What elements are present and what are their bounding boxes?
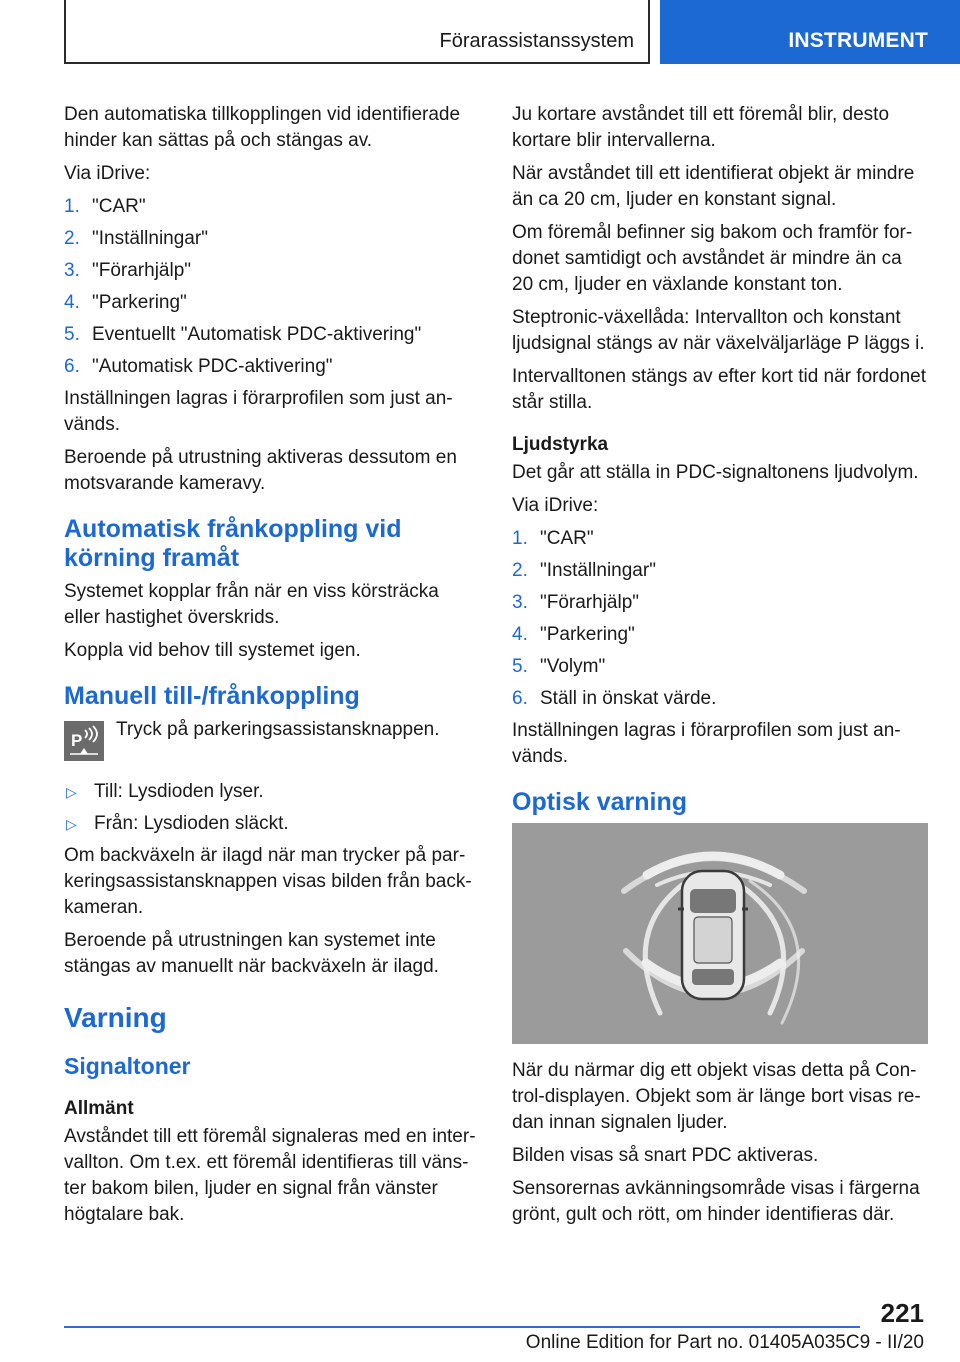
step-number: 4. [512, 624, 528, 645]
left-column [64, 102, 480, 1235]
heading-manual: Manuell till-/frånkoppling [64, 682, 360, 710]
paragraph: Sensorernas avkänningsområde visas i färgerna grönt, gult och rött, om hinder identifieras där. [512, 1178, 920, 1225]
header-section-box [64, 0, 650, 64]
paragraph: När avståndet till ett identifierat objekt är mindre än ca 20 cm, ljuder en konstant signal. [512, 163, 915, 210]
step-number: 2. [64, 228, 80, 249]
paragraph: Beroende på utrustningen kan systemet inte stängas av manuellt när backväxeln är ilagd. [64, 930, 439, 977]
step-number: 5. [512, 656, 528, 677]
button-instruction-text: Tryck på parkeringsassistansknappen. [116, 719, 440, 740]
list-item [64, 779, 480, 805]
paragraph: Om föremål befinner sig bakom och framför for- donet samtidigt och avståndet är mindre än ca 20 cm, ljuder en växlande konstant ton. [512, 222, 913, 295]
heading-varning: Varning [64, 1002, 167, 1033]
step-number: 6. [512, 688, 528, 709]
heading-optisk-varning: Optisk varning [512, 788, 688, 816]
step-number: 3. [512, 592, 528, 613]
step-text: "Förarhjälp" [540, 592, 640, 613]
header-chapter-title: INSTRUMENT [788, 29, 928, 52]
paragraph: Via iDrive: [64, 163, 151, 184]
step-text: "Volym" [540, 656, 606, 677]
step-number: 6. [64, 356, 80, 377]
footer-divider [64, 1326, 860, 1328]
bullet-text: Till: Lysdioden lyser. [94, 781, 264, 802]
header-chapter-tab[interactable] [660, 0, 960, 64]
list-item [64, 258, 480, 284]
parking-assist-button-icon [64, 721, 104, 761]
footer-edition: Online Edition for Part no. 01405A035C9 - II/20 [525, 1332, 924, 1353]
step-text: "Parkering" [92, 292, 187, 313]
paragraph: Ju kortare avståndet till ett föremål blir, desto kortare blir intervallerna. [512, 104, 890, 151]
list-item [512, 686, 928, 712]
list-item [64, 194, 480, 220]
list-item [512, 622, 928, 648]
triangle-bullet-icon: ▷ [66, 784, 77, 800]
step-number: 4. [64, 292, 80, 313]
list-item [512, 590, 928, 616]
list-item [512, 654, 928, 680]
bullet-text: Från: Lysdioden släckt. [94, 813, 289, 834]
list-item [512, 526, 928, 552]
paragraph: Intervalltonen stängs av efter kort tid när fordonet står stilla. [512, 366, 927, 413]
paragraph: Systemet kopplar från när en viss körsträcka eller hastighet överskrids. [64, 581, 439, 628]
heading-ljudstyrka: Ljudstyrka [512, 434, 609, 455]
paragraph: Om backväxeln är ilagd när man trycker på par- keringsassistansknappen visas bilden från back- kameran. [64, 845, 472, 918]
paragraph: Bilden visas så snart PDC aktiveras. [512, 1145, 819, 1166]
step-text: "Parkering" [540, 624, 635, 645]
paragraph: Inställningen lagras i förarprofilen som just an- vänds. [64, 388, 453, 435]
heading-signaltoner: Signaltoner [64, 1053, 191, 1079]
heading-allmant: Allmänt [64, 1098, 134, 1119]
paragraph: Beroende på utrustning aktiveras dessutom en motsvarande kameravy. [64, 447, 457, 494]
heading-auto-off: Automatisk frånkoppling vid körning framåt [64, 515, 402, 572]
step-text: Ställ in önskat värde. [540, 688, 717, 709]
step-text: "CAR" [92, 196, 146, 217]
led-status-list [64, 779, 480, 837]
button-instruction [64, 717, 480, 761]
header-section-title: Förarassistanssystem [439, 30, 634, 52]
paragraph: Den automatiska tillkopplingen vid identifierade hinder kan sättas på och stängas av. [64, 104, 461, 151]
paragraph: Det går att ställa in PDC-signaltonens ljudvolym. [512, 462, 919, 483]
step-number: 1. [512, 528, 528, 549]
right-column [512, 102, 928, 1235]
step-number: 5. [64, 324, 80, 345]
step-text: Eventuellt "Automatisk PDC-aktivering" [92, 324, 422, 345]
list-item [64, 322, 480, 348]
list-item [64, 811, 480, 837]
step-text: "Förarhjälp" [92, 260, 192, 281]
paragraph: Steptronic-växellåda: Intervallton och konstant ljudsignal stängs av när växelväljarläge P läggs i. [512, 307, 925, 354]
step-number: 2. [512, 560, 528, 581]
list-item [512, 558, 928, 584]
step-text: "Inställningar" [540, 560, 656, 581]
idrive-steps-list [64, 194, 480, 380]
list-item [64, 226, 480, 252]
triangle-bullet-icon: ▷ [66, 816, 77, 832]
step-number: 1. [64, 196, 80, 217]
volume-steps-list [512, 526, 928, 712]
step-text: "Inställningar" [92, 228, 208, 249]
paragraph: Via iDrive: [512, 495, 599, 516]
list-item [64, 354, 480, 380]
pdc-display-illustration [512, 823, 928, 1044]
paragraph: Koppla vid behov till systemet igen. [64, 640, 361, 661]
paragraph: Inställningen lagras i förarprofilen som just an- vänds. [512, 720, 901, 767]
page-number: 221 [880, 1298, 924, 1328]
svg-text:P: P [71, 731, 83, 750]
list-item [64, 290, 480, 316]
step-number: 3. [64, 260, 80, 281]
paragraph: När du närmar dig ett objekt visas detta på Con- trol-displayen. Objekt som är länge bort visas re- dan innan signalen ljuder. [512, 1060, 921, 1133]
paragraph: Avståndet till ett föremål signaleras med en inter- vallton. Om t.ex. ett föremål identifieras till väns- ter bakom bilen, ljuder en signal från vänster högtalare bak. [64, 1126, 476, 1225]
step-text: "CAR" [540, 528, 594, 549]
step-text: "Automatisk PDC-aktivering" [92, 356, 333, 377]
